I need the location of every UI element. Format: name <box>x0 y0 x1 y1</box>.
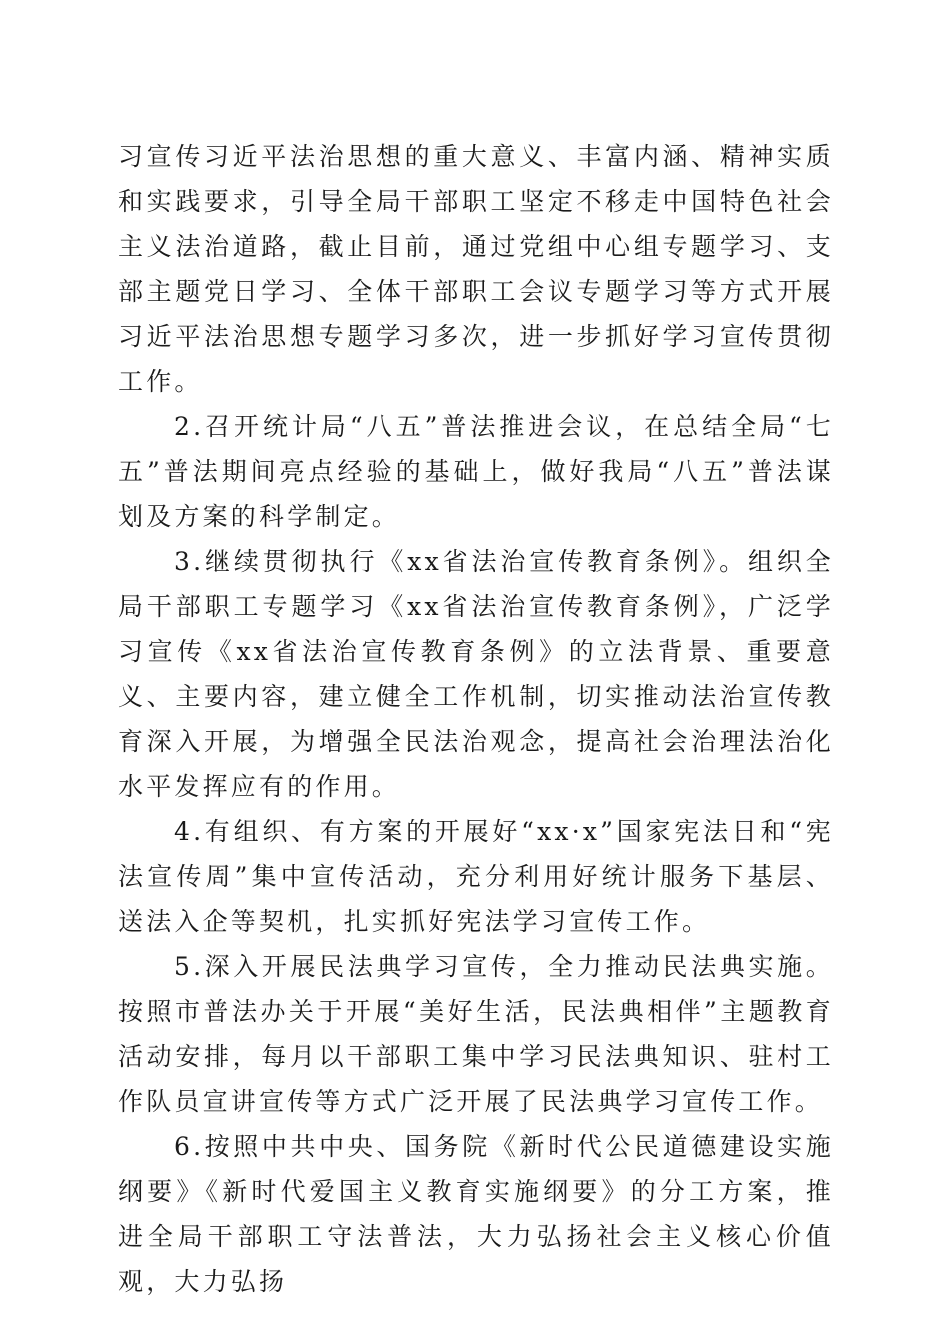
paragraph-item-2: 2.召开统计局“八五”普法推进会议，在总结全局“七五”普法期间亮点经验的基础上，做好我局“八五”普法谋划及方案的科学制定。 <box>118 412 834 531</box>
paragraph-item-3: 3.继续贯彻执行《xx省法治宣传教育条例》。组织全局干部职工专题学习《xx省法治宣传教育条例》，广泛学习宣传《xx省法治宣传教育条例》的立法背景、重要意义、主要内容，建立健全工作机制，切实推动法治宣传教育深入开展，为增强全民法治观念，提高社会治理法治化水平发挥应有的作用。 <box>118 547 834 801</box>
paragraph-continuation: 习宣传习近平法治思想的重大意义、丰富内涵、精神实质和实践要求，引导全局干部职工坚定不移走中国特色社会主义法治道路，截止目前，通过党组中心组专题学习、支部主题党日学习、全体干部职工会议专题学习等方式开展习近平法治思想专题学习多次，进一步抓好学习宣传贯彻工作。 <box>118 142 834 396</box>
paragraph-item-4: 4.有组织、有方案的开展好“xx·x”国家宪法日和“宪法宣传周”集中宣传活动，充分利用好统计服务下基层、送法入企等契机，扎实抓好宪法学习宣传工作。 <box>118 817 834 936</box>
paragraph-item-6: 6.按照中共中央、国务院《新时代公民道德建设实施纲要》《新时代爱国主义教育实施纲要》的分工方案，推进全局干部职工守法普法，大力弘扬社会主义核心价值观，大力弘扬 <box>118 1132 834 1296</box>
document-body <box>118 134 834 1304</box>
paragraph-item-5: 5.深入开展民法典学习宣传，全力推动民法典实施。按照市普法办关于开展“美好生活，民法典相伴”主题教育活动安排，每月以干部职工集中学习民法典知识、驻村工作队员宣讲宣传等方式广泛开展了民法典学习宣传工作。 <box>118 952 834 1116</box>
